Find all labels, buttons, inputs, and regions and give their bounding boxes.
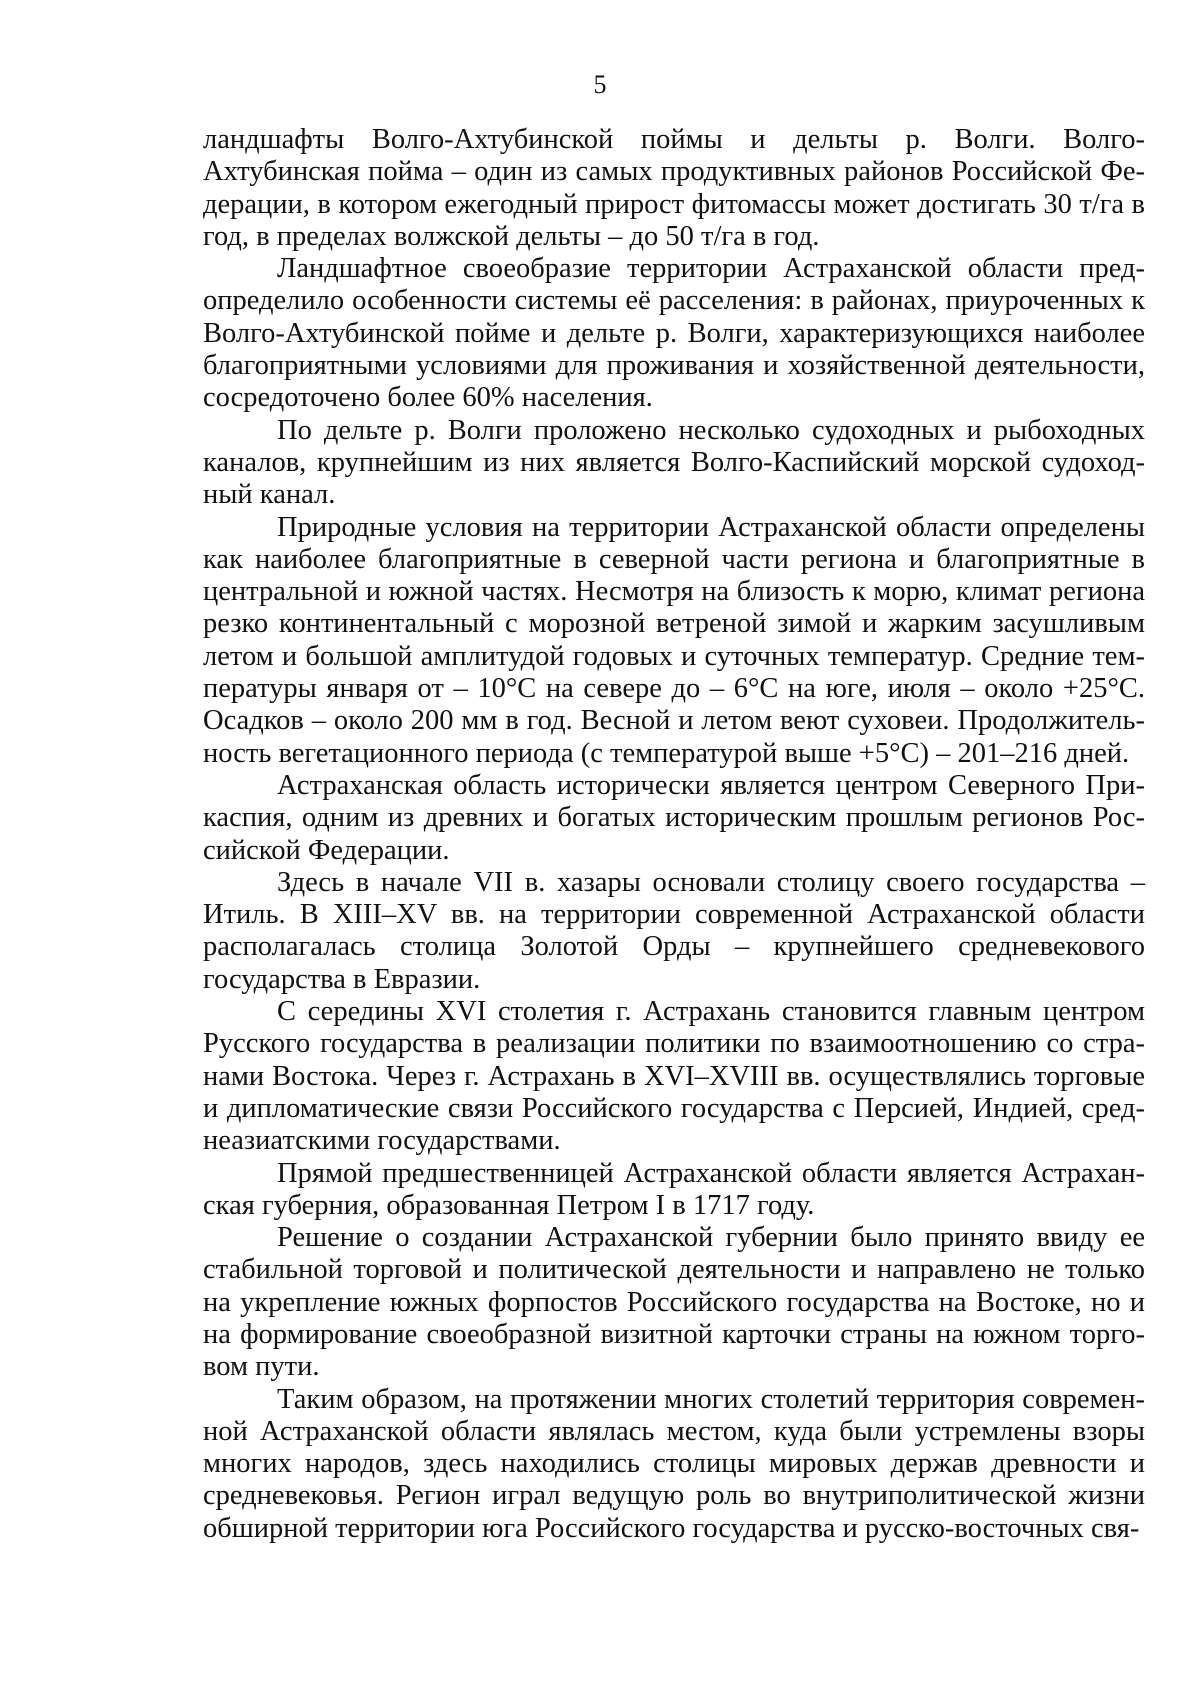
page-number: 5 xyxy=(593,70,607,99)
paragraph-6: Здесь в начале VII в. хазары основали столицу своего государства – Итиль. В XIII–XV вв. на территории современной Астраханской области располагалась столица Золотой Орды – крупнейшего средневекового государства в Евразии. xyxy=(203,866,1145,995)
paragraph-8: Прямой предшественницей Астраханской области является Астраханская губерния, образованная Петром I в 1717 году. xyxy=(203,1157,1145,1221)
paragraph-2: Ландшафтное своеобразие территории Астраханской области предопределило особенности системы её расселения: в районах, приуроченных к Волго-Ахтубинской пойме и дельте р. Волги, характеризующихся наиболее благоприятными условиями для проживания и хозяйственной деятельности, сосредоточено более 60% населения. xyxy=(203,253,1145,414)
paragraph-10: Таким образом, на протяжении многих столетий территория современной Астраханской области являлась местом, куда были устремлены взоры многих народов, здесь находились столицы мировых держав древности и средневековья. Регион играл ведущую роль во внутриполитической жизни обширной территории юга Российского государства и русско-восточных свя- xyxy=(203,1383,1145,1544)
paragraph-4: Природные условия на территории Астраханской области определены как наиболее благоприятные в северной части региона и благоприятные в центральной и южной частях. Несмотря на близость к морю, климат региона резко континентальный с морозной ветреной зимой и жарким засушливым летом и большой амплитудой годовых и суточных температур. Средние температуры января от – 10°С на севере до – 6°С на юге, июля – около +25°С. Осадков – около 200 мм в год. Весной и летом веют суховеи. Продолжительность вегетационного периода (с температурой выше +5°С) – 201–216 дней. xyxy=(203,511,1145,769)
paragraph-5: Астраханская область исторически является центром Северного Прикаспия, одним из древних и богатых историческим прошлым регионов Российской Федерации. xyxy=(203,769,1145,866)
body-text xyxy=(203,124,1145,1545)
paragraph-7: С середины XVI столетия г. Астрахань становится главным центром Русского государства в реализации политики по взаимоотношению со странами Востока. Через г. Астрахань в XVI–XVIII вв. осуществлялись торговые и дипломатические связи Российского государства с Персией, Индией, среднеазиатскими государствами. xyxy=(203,996,1145,1157)
paragraph-3: По дельте р. Волги проложено несколько судоходных и рыбоходных каналов, крупнейшим из них является Волго-Каспийский морской судоходный канал. xyxy=(203,414,1145,511)
paragraph-1: ландшафты Волго-Ахтубинской поймы и дельты р. Волги. Волго-Ахтубинская пойма – один из самых продуктивных районов Российской Федерации, в котором ежегодный прирост фитомассы может достигать 30 т/га в год, в пределах волжской дельты – до 50 т/га в год. xyxy=(203,124,1145,252)
paragraph-9: Решение о создании Астраханской губернии было принято ввиду ее стабильной торговой и политической деятельности и направлено не только на укрепление южных форпостов Российского государства на Востоке, но и на формирование своеобразной визитной карточки страны на южном торговом пути. xyxy=(203,1222,1145,1383)
